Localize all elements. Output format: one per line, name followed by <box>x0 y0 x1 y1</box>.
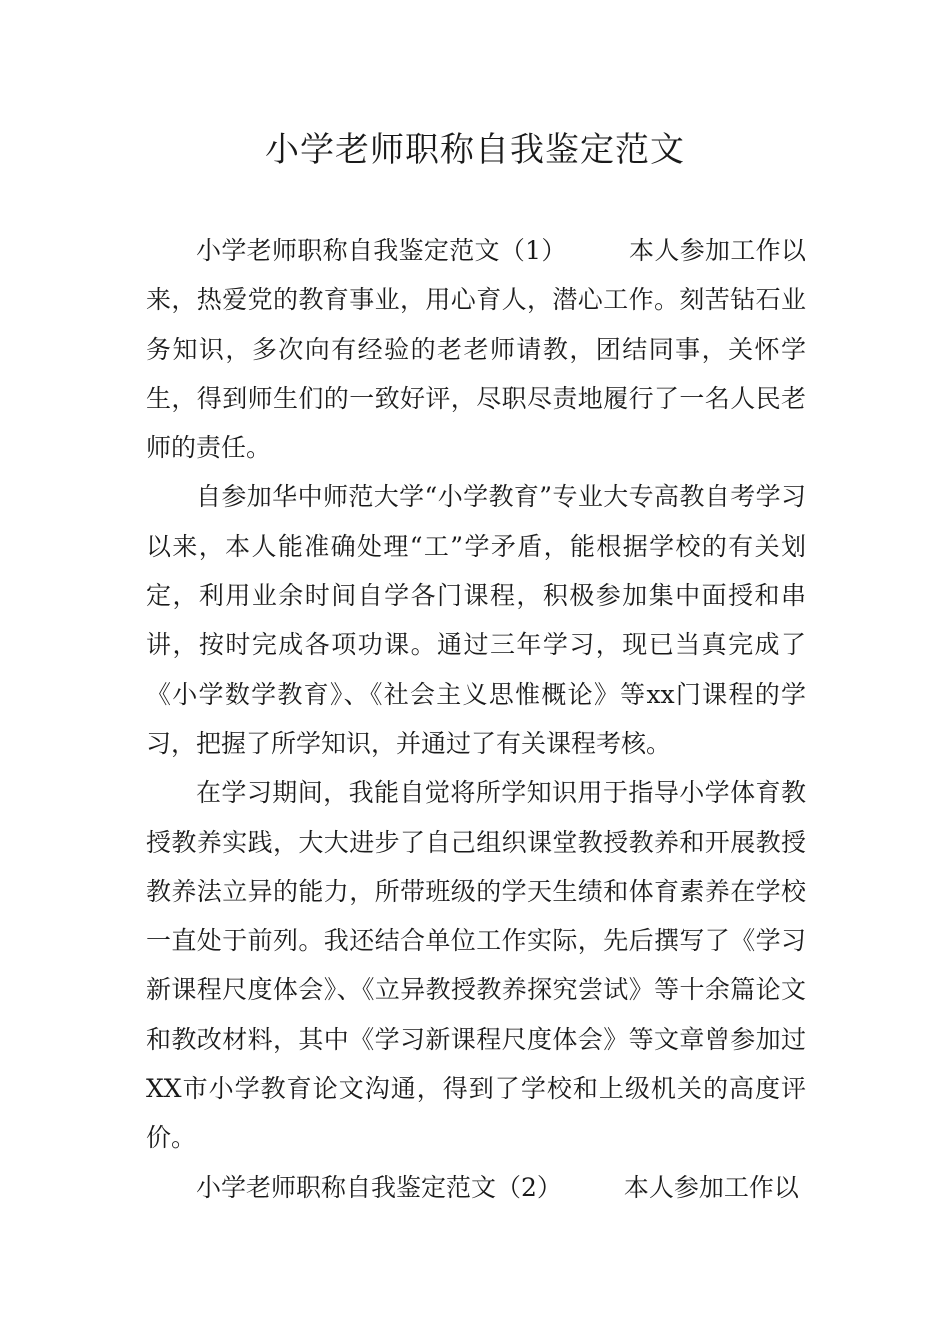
paragraph-text: 自参加华中师范大学“小学教育”专业大专高教自考学习以来，本人能准确处理“工”学矛盾，能根据学校的有关划定，利用业余时间自学各门课程，积极参加集中面授和串讲，按时完成各项功课。通过三年学习，现已当真完成了《小学数学教育》、《社会主义思惟概论》等xx门课程的学习，把握了所学知识，并通过了有关课程考核。 <box>146 482 806 758</box>
paragraph-4 <box>146 1163 806 1212</box>
paragraph-text: 本人参加工作以 <box>623 1172 799 1202</box>
paragraph-1 <box>146 226 806 472</box>
paragraph-text: 本人参加工作以来，热爱党的教育事业，用心育人，潜心工作。刻苦钻石业务知识，多次向有经验的老老师请教，团结同事，关怀学生，得到师生们的一致好评，尽职尽责地履行了一名人民老师的责任。 <box>146 236 806 463</box>
document-title: 小学老师职称自我鉴定范文 <box>265 130 685 170</box>
paragraph-2 <box>146 472 806 768</box>
document-body <box>146 226 806 1212</box>
paragraph-text: 在学习期间，我能自觉将所学知识用于指导小学体育教授教养实践，大大进步了自己组织课堂教授教养和开展教授教养法立异的能力，所带班级的学天生绩和体育素养在学校一直处于前列。我还结合单位工作实际，先后撰写了《学习新课程尺度体会》、《立异教授教养探究尝试》等十余篇论文和教改材料，其中《学习新课程尺度体会》等文章曾参加过XX市小学教育论文沟通，得到了学校和上级机关的高度评价。 <box>146 778 806 1153</box>
paragraph-3 <box>146 768 806 1162</box>
section-heading-1: 小学老师职称自我鉴定范文（1） <box>196 236 567 265</box>
section-heading-2: 小学老师职称自我鉴定范文（2） <box>196 1172 562 1202</box>
